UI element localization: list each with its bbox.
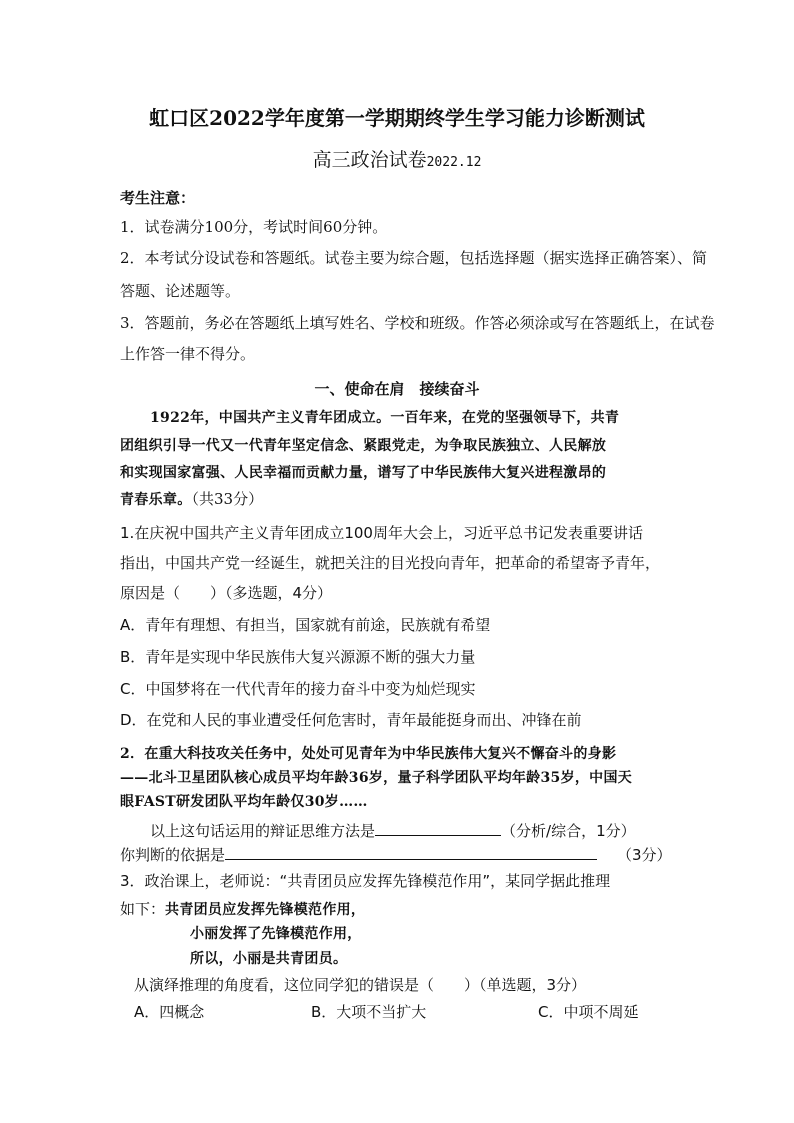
intro-line-2: 团组织引导一代又一代青年坚定信念、紧跟党走，为争取民族独立、人民解放 (120, 438, 607, 454)
q3-question: 从演绎推理的角度看，这位同学犯的错误是（ ）（单选题，3分） (134, 976, 587, 994)
notice-item-3-cont: 上作答一律不得分。 (120, 345, 256, 363)
q3-option-b: B．大项不当扩大 (311, 1003, 427, 1021)
exam-date: 2022.12 (426, 155, 482, 170)
exam-subtitle (0, 150, 794, 173)
answer-blank-1[interactable] (375, 820, 501, 836)
intro-line-1: 1922年，中国共产主义青年团成立。一百年来，在党的坚强领导下，共青 (150, 410, 620, 426)
syllogism-premise-1: 共青团员应发挥先锋模范作用， (165, 902, 366, 918)
q3-option-a: A．四概念 (134, 1003, 205, 1021)
q1-option-d: D．在党和人民的事业遭受任何危害时，青年最能挺身而出、冲锋在前 (120, 711, 582, 729)
exam-title: 虹口区2022学年度第一学期期终学生学习能力诊断测试 (149, 106, 645, 130)
intro-line-4-text: 青春乐章。 (120, 492, 192, 508)
subtitle-text: 高三政治试卷 (312, 149, 427, 171)
answer-blank-2[interactable] (225, 844, 597, 860)
q1-line-3: 原因是（ ）（多选题，4分） (120, 584, 333, 602)
q2-prompt-2: 你判断的依据是 (120, 846, 226, 864)
q2-line-2: ——北斗卫星团队核心成员平均年龄36岁，量子科学团队平均年龄35岁，中国天 (120, 770, 633, 786)
syllogism-premise-2: 小丽发挥了先锋模范作用， (190, 926, 362, 942)
q1-line-1: 1.在庆祝中国共产主义青年团成立100周年大会上，习近平总书记发表重要讲话 (120, 524, 643, 542)
intro-line-3: 和实现国家富强、人民幸福而贡献力量，谱写了中华民族伟大复兴进程激昂的 (120, 465, 607, 481)
q3-line-2-text: 如下： (120, 900, 166, 918)
q2-blank-1-line (150, 820, 636, 841)
q2-blank-2-line (120, 844, 672, 865)
q2-prompt-1: 以上这句话运用的辩证思维方法是 (150, 822, 376, 840)
intro-points: （共33分） (191, 490, 264, 508)
q1-option-b: B．青年是实现中华民族伟大复兴源源不断的强大力量 (120, 648, 476, 666)
q3-line-2 (120, 899, 365, 920)
q2-prompt-1-suffix: （分析/综合，1分） (501, 822, 636, 840)
section-heading: 一、使命在肩 接续奋斗 (314, 380, 480, 398)
notice-item-2-cont: 答题、论述题等。 (120, 282, 241, 300)
notice-item-2: 2．本考试分设试卷和答题纸。试卷主要为综合题，包括选择题（据实选择正确答案）、简 (120, 249, 708, 267)
q3-line-1: 3．政治课上，老师说：“共青团员应发挥先锋模范作用”，某同学据此推理 (120, 872, 611, 890)
intro-line-4 (120, 489, 263, 510)
q2-line-3: 眼FAST研发团队平均年龄仅30岁…… (120, 794, 368, 810)
notice-item-1: 1．试卷满分100分，考试时间60分钟。 (120, 218, 388, 236)
q2-prompt-2-suffix: （3分） (617, 846, 672, 864)
syllogism-conclusion: 所以，小丽是共青团员。 (190, 951, 348, 967)
q3-option-c: C．中项不周延 (538, 1003, 639, 1021)
q1-option-c: C．中国梦将在一代代青年的接力奋斗中变为灿烂现实 (120, 680, 476, 698)
q2-line-1: 2．在重大科技攻关任务中，处处可见青年为中华民族伟大复兴不懈奋斗的身影 (120, 746, 617, 762)
q1-line-2: 指出，中国共产党一经诞生，就把关注的目光投向青年，把革命的希望寄予青年， (120, 554, 661, 572)
notice-heading: 考生注意： (120, 189, 196, 207)
notice-item-3: 3．答题前，务必在答题纸上填写姓名、学校和班级。作答必须涂或写在答题纸上，在试卷 (120, 314, 715, 332)
q1-option-a: A．青年有理想、有担当，国家就有前途，民族就有希望 (120, 616, 491, 634)
